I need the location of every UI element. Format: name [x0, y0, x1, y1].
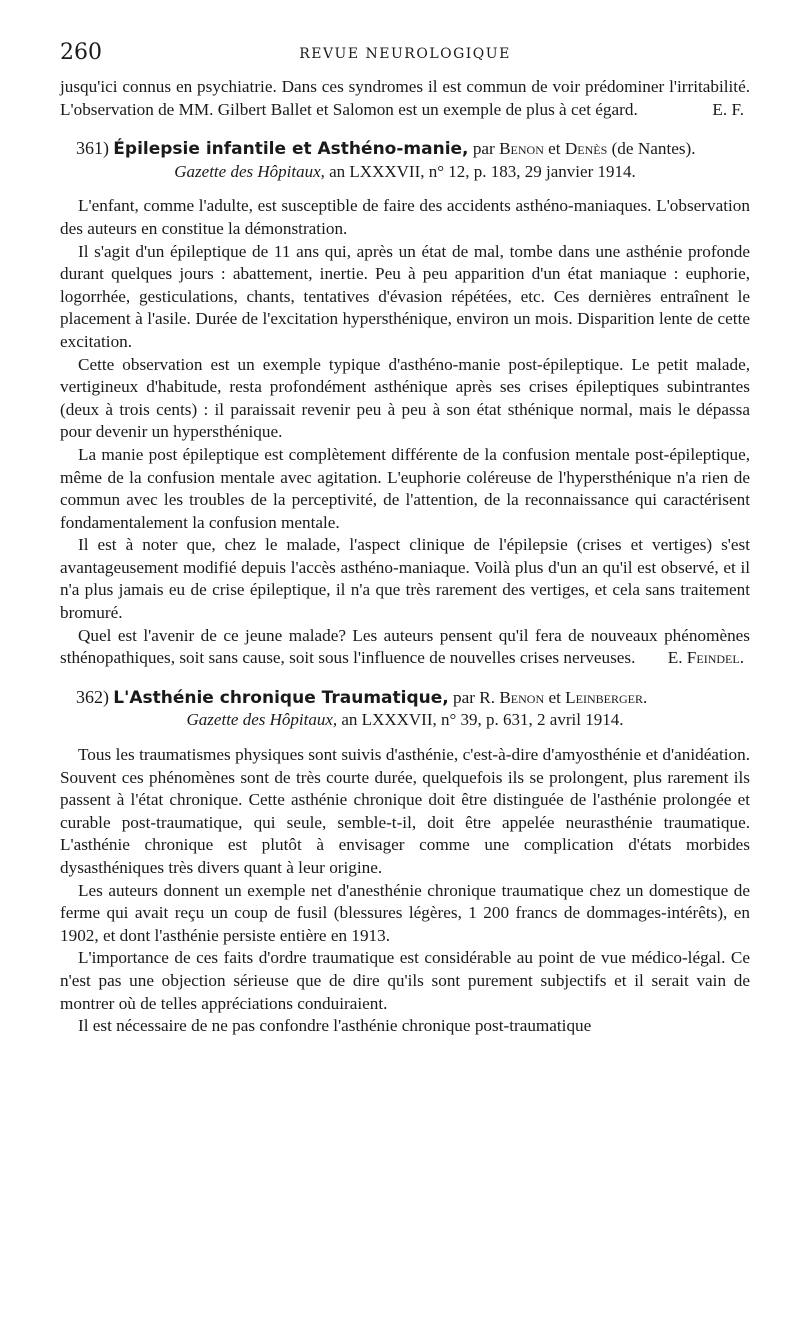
entry-paragraph: Tous les traumatismes physiques sont suivis d'asthénie, c'est-à-dire d'amyosthénie et d'anidéation. Souvent ces phénomènes sont de très courte durée, quelquefois ils se prolongent, plus rarement ils passent à l'état chronique. Cette asthénie chronique doit être distinguée de l'asthénie prolongée et curable post-traumatique, qui seule, semble-t-il, doit être appelée neurasthénie traumatique. L'asthénie chronique est plutôt à envisager comme une complication d'états morbides dysasthéniques très divers quant à leur origine. — [60, 745, 750, 877]
entry-origin: (de Nantes). — [611, 139, 696, 159]
abstract-entry-361 — [60, 137, 750, 670]
entry-conj: et — [548, 139, 561, 159]
entry-author-1: Benon — [499, 139, 544, 159]
entry-paragraph: La manie post épileptique est complètement différente de la confusion mentale post-épileptique, même de la confusion mentale avec agitation. L'euphorie coléreuse de l'hypersthénique n'a rien de commun avec les troubles de la perceptivité, de l'attention, de la reconnaissance qui caractérisent fondamentalement la confusion mentale. — [60, 444, 750, 532]
entry-heading — [60, 137, 750, 161]
entry-citation — [60, 161, 750, 184]
citation-ref: an LXXXVII, n° 12, p. 183, 29 janvier 1914. — [329, 161, 636, 181]
abstract-entry-362 — [60, 686, 750, 1038]
entry-paragraph: Quel est l'avenir de ce jeune malade? Les auteurs pensent qu'il fera de nouveaux phénomènes sthénopathiques, soit sans cause, soit sous l'influence de nouvelles crises nerveuses. — [60, 625, 750, 668]
entry-citation — [60, 709, 750, 732]
entry-paragraph: L'enfant, comme l'adulte, est susceptible de faire des accidents asthéno-maniaques. L'observation des auteurs en constitue la démonstration. — [60, 196, 750, 238]
entry-author-2: Leinberger. — [565, 687, 648, 707]
journal-name: Gazette des Hôpitaux, — [174, 161, 325, 181]
entry-paragraph: Cette observation est un exemple typique d'asthéno-manie post-épileptique. Le petit malade, vertigineux d'habitude, resta profondément asthénique après ses crises épileptiques subintrantes (deux à trois cents) : il paraissait revenir peu à peu à son état sthénique normal, mais le dépassa pour devenir un hypersthénique. — [60, 354, 750, 442]
journal-name: Gazette des Hôpitaux, — [186, 710, 338, 730]
entry-number: 362) — [76, 686, 109, 707]
intro-paragraph: jusqu'ici connus en psychiatrie. Dans ces syndromes il est commun de voir prédominer l'irritabilité. L'observation de MM. Gilbert Ballet et Salomon est un exemple de plus à cet égard. — [60, 77, 750, 119]
entry-by: par — [472, 139, 495, 159]
entry-number: 361) — [76, 138, 109, 159]
entry-paragraph: Il est nécessaire de ne pas confondre l'asthénie chronique post-traumatique — [78, 1016, 592, 1036]
entry-conj: et — [548, 687, 561, 707]
running-title: REVUE NEUROLOGIQUE — [299, 46, 511, 62]
entry-paragraph: Il s'agit d'un épileptique de 11 ans qui, après un état de mal, tombe dans une asthénie profonde durant quelques jours : abattement, inertie. Peu à peu apparition d'un état maniaque : euphorie, logorrhée, gesticulations, chants, tentatives d'évasion répétées, etc. Ces dernières entraînent le placement à l'asile. Durée de l'excitation hypersthénique, environ un mois. Disparition lente de cette excitation. — [60, 241, 750, 351]
intro-signature: E. F. — [712, 99, 744, 119]
entry-author-2: Denès — [564, 139, 608, 159]
entry-title: L'Asthénie chronique Traumatique, — [113, 687, 449, 708]
entry-paragraph: L'importance de ces faits d'ordre traumatique est considérable au point de vue médico-légal. Ce n'est pas une objection sérieuse que de dire qu'ils sont purement subjectifs et il serait vain de montrer où de telles appréciations conduiraient. — [60, 948, 750, 1013]
entry-paragraph: Il est à noter que, chez le malade, l'aspect clinique de l'épilepsie (crises et vertiges) s'est avantageusement modifié depuis l'accès asthéno-maniaque. Voilà plus d'un an qu'il est observé, et il n'a plus jamais eu de crise épileptique, il n'a que très rarement des vertiges, et cela sans traitement bromuré. — [60, 535, 750, 623]
page-header — [60, 40, 750, 70]
entry-paragraph: Les auteurs donnent un exemple net d'anesthénie chronique traumatique chez un domestique de ferme qui avait reçu un coup de fusil (blessures légères, 1 200 francs de dommages-intérêts), en 1902, et dont l'asthénie persiste entière en 1913. — [60, 880, 750, 945]
entry-signature: E. Feindel. — [667, 648, 744, 668]
citation-ref: an LXXXVII, n° 39, p. 631, 2 avril 1914. — [341, 710, 624, 730]
entry-heading — [60, 686, 750, 710]
article-body — [60, 76, 750, 1038]
entry-by: par — [453, 687, 475, 707]
entry-author-1: R. Benon — [479, 687, 545, 707]
page-number: 260 — [60, 40, 102, 65]
entry-title: Épilepsie infantile et Asthéno-manie, — [113, 139, 469, 160]
